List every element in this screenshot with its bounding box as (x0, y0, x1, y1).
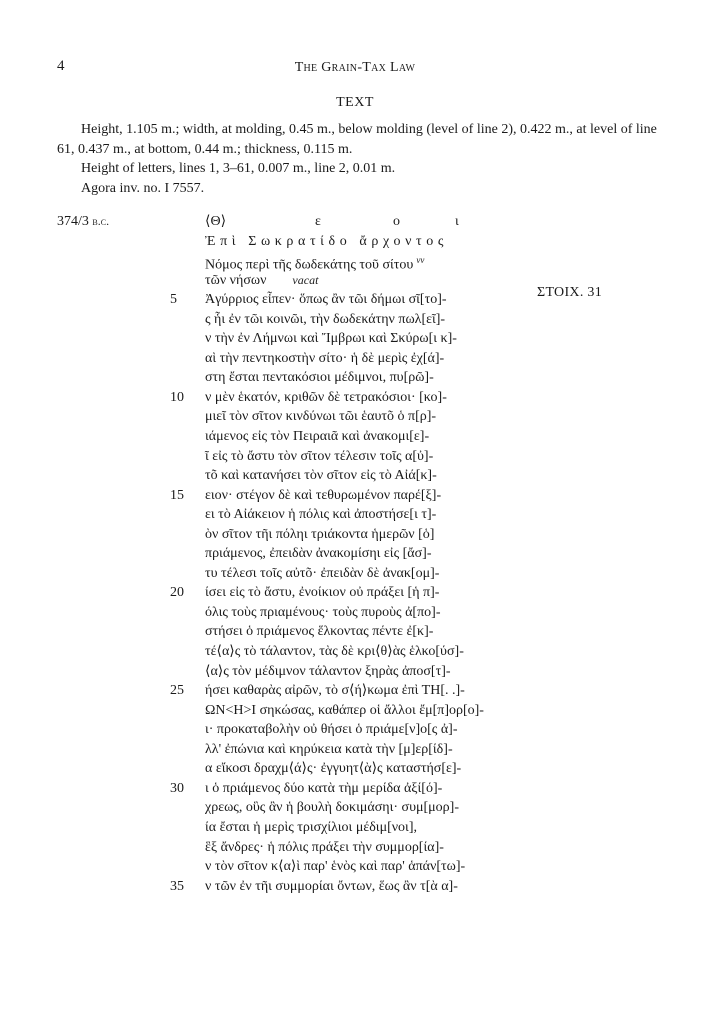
inscription-line (170, 466, 530, 486)
line-text: ήσει καθαρὰς αἰρῶν, τὸ σ⟨ή⟩κωμα ἐπὶ ΤΗ[. .]- (205, 683, 465, 699)
theoi-letter: ο (393, 214, 400, 229)
date-label (57, 214, 109, 230)
inscription-line (170, 447, 530, 467)
inscription-line (170, 388, 530, 408)
line-text: στη ἔσται πεντακόσιοι μέδιμνοι, πυ[ρῶ]- (205, 370, 434, 386)
inscription-line (170, 662, 530, 682)
inscription-text (170, 212, 530, 896)
line-text: τυ τέλεσι τοῖς αὐτõ· ἐπειδὰν δὲ ἀνακ[ομ]- (205, 565, 440, 581)
line-number: 30 (170, 780, 184, 796)
inscription-line (170, 329, 530, 349)
line-text: ς ἧι ἐν τῶι κοινῶι, τὴν δωδεκάτην πωλ[εῖ]- (205, 311, 446, 327)
inscription-line (170, 759, 530, 779)
inscription-line (170, 486, 530, 506)
inscription-line (170, 779, 530, 799)
line-number: 25 (170, 683, 184, 699)
inscription-line-archon (170, 232, 530, 252)
line-text: ι ὁ πριάμενος δύο κατὰ τὴμ μερίδα ἀξί[ό]- (205, 780, 443, 796)
line-text: ὸν σῖτον τῆι πόληι τριάκοντα ἡμερῶν [ὁ] (205, 526, 435, 542)
line-text: ν τὴν ἐν Λήμνωι καὶ Ἴμβρωι καὶ Σκύρω[ι κ]- (205, 331, 457, 347)
line-text: ν τῶν ἐν τῆι συμμορίαι ὄντων, ἕως ἂν τ[ὰ α]- (205, 878, 458, 894)
line-number: 15 (170, 487, 184, 503)
inscription-line (170, 701, 530, 721)
inscription-line (170, 622, 530, 642)
line-text: ι· προκαταβολὴν οὐ θήσει ὁ πριάμε[ν]ο[ς ἀ]- (205, 722, 458, 738)
page-number: 4 (57, 58, 65, 74)
line-text: ίσει εἰς τὸ ἄστυ, ἐνοίκιον οὐ πράξει [ἡ π]- (205, 585, 440, 601)
line-text: ειον· στέγον δὲ καὶ τεθυρωμένον παρέ[ξ]- (205, 487, 442, 503)
inscription-line (170, 564, 530, 584)
line-text: ἓξ ἄνδρες· ἡ πόλις πράξει τὴν συμμορ[ία]- (205, 839, 444, 855)
line-text: όλις τοὺς πριαμένους· τοὺς πυροὺς ἀ[πο]- (205, 604, 441, 620)
inscription-line-theoi (170, 212, 530, 232)
inscription-line (170, 681, 530, 701)
inscription-line (170, 427, 530, 447)
line-text: ΩN<H>I σηκώσας, καθάπερ οἱ ἄλλοι ἔμ[π]ορ[ο]- (205, 702, 484, 718)
inscription-line (170, 642, 530, 662)
theoi-letter: ⟨Θ⟩ (205, 214, 227, 229)
dimensions-text: Height, 1.105 m.; width, at molding, 0.45 m., below molding (level of line 2), 0.422 m., at level of line 61, 0.437 m., at bottom, 0.44 m.; thickness, 0.115 m. (57, 122, 657, 157)
inscription-line (170, 857, 530, 877)
letter-height-text: Height of letters, lines 1, 3–61, 0.007 m., line 2, 0.01 m. (81, 161, 396, 176)
section-title: TEXT (336, 95, 374, 110)
numbered-lines (170, 290, 530, 896)
line-text: μιεῖ τὸν σῖτον κινδύνωι τῶι ἑαυτõ ὁ π[ρ]- (205, 409, 437, 425)
line-text: α εἴκοσι δραχμ⟨ά⟩ς· ἐγγυητ⟨ὰ⟩ς καταστήσ[ε]- (205, 761, 462, 777)
line-text: τõ καὶ κατανήσει τὸν σῖτον εἰς τὸ Αἰά[κ]- (205, 468, 437, 484)
vacat-mark: vacat (292, 272, 319, 287)
inscription-line (170, 740, 530, 760)
line-text: Ἀγύρριος εἶπεν· ὅπως ἂν τῶι δήμωι σῖ[το]- (205, 292, 447, 308)
line-text: ῖ εἰς τὸ ἄστυ τὸν σῖτον τέλεσιν τοῖς α[ὐ]- (205, 448, 434, 464)
inscription-line (170, 290, 530, 310)
line-text: ν τὸν σῖτον κ⟨α⟩ὶ παρ' ἑνὸς καὶ παρ' ἁπάν[τω]- (205, 859, 466, 875)
line-text: τέ⟨α⟩ς τὸ τάλαντον, τὰς δὲ κρι⟨θ⟩ὰς ἑλκο[ύσ]- (205, 644, 464, 660)
line-text: ιάμενος εἰς τὸν Πειραιᾶ καὶ ἀνακομι[ε]- (205, 429, 430, 445)
inscription-line (170, 368, 530, 388)
line-text: λλ' ἐπώνια καὶ κηρύκεια κατὰ τὴν [μ]ερ[ίδ]- (205, 741, 453, 757)
theoi-letter: ε (315, 214, 321, 229)
nomos-text: Νόμος περὶ τῆς δωδεκάτης τοῦ σίτου (205, 257, 414, 273)
line-text: πριάμενος, ἐπειδὰν ἀνακομίσηι εἰς [ἄσ]- (205, 546, 432, 562)
archon-text: Ἐπὶ Σωκρατίδο ἄρχοντος (205, 233, 448, 249)
inscription-line (170, 525, 530, 545)
inscription-line-nomos (170, 251, 530, 271)
line-number: 35 (170, 878, 184, 894)
line-text: χρεως, οὓς ἂν ἡ βουλὴ δοκιμάσηι· συμ[μορ]- (205, 800, 459, 816)
vacat-mark: vv (416, 255, 425, 266)
inscription-line (170, 310, 530, 330)
line-number: 20 (170, 585, 184, 601)
line-text: στήσει ὁ πριάμενος ἕλκοντας πέντε ἐ[κ]- (205, 624, 434, 640)
theoi-letter: ι (455, 214, 459, 229)
inscription-line (170, 603, 530, 623)
inscription-line (170, 349, 530, 369)
line-text: ία ἔσται ἡ μερὶς τρισχίλιοι μέδιμ[νοι], (205, 819, 417, 835)
inventory-text: Agora inv. no. I 7557. (81, 180, 205, 196)
inscription-line-nison (170, 271, 530, 291)
line-number: 10 (170, 389, 184, 405)
inscription-line (170, 877, 530, 897)
date-era: b.c. (92, 214, 110, 228)
inscription-line (170, 407, 530, 427)
date-year: 374/3 (57, 214, 89, 229)
line-text: ει τὸ Αἰάκειον ἡ πόλις καὶ ἀποστήσε[ι τ]- (205, 507, 437, 523)
inscription-line (170, 818, 530, 838)
line-text: αὶ τὴν πεντηκοστὴν σίτο· ἡ δὲ μερὶς ἐχ[ά]- (205, 350, 445, 366)
inscription-line (170, 838, 530, 858)
stoichedon-label: ΣΤΟΙΧ. 31 (537, 285, 603, 300)
nison-text: τῶν νήσων (205, 272, 267, 288)
inscription-line (170, 505, 530, 525)
line-text: ⟨α⟩ς τὸν μέδιμνον τάλαντον ξηρὰς ἀποσ[τ]- (205, 663, 451, 679)
inscription-line (170, 798, 530, 818)
line-number: 5 (170, 292, 177, 308)
inscription-line (170, 583, 530, 603)
running-title: The Grain-Tax Law (294, 60, 416, 75)
monument-description (57, 120, 657, 198)
inscription-line (170, 544, 530, 564)
line-text: ν μὲν ἑκατόν, κριθῶν δὲ τετρακόσιοι· [κο]- (205, 389, 447, 405)
inscription-line (170, 720, 530, 740)
